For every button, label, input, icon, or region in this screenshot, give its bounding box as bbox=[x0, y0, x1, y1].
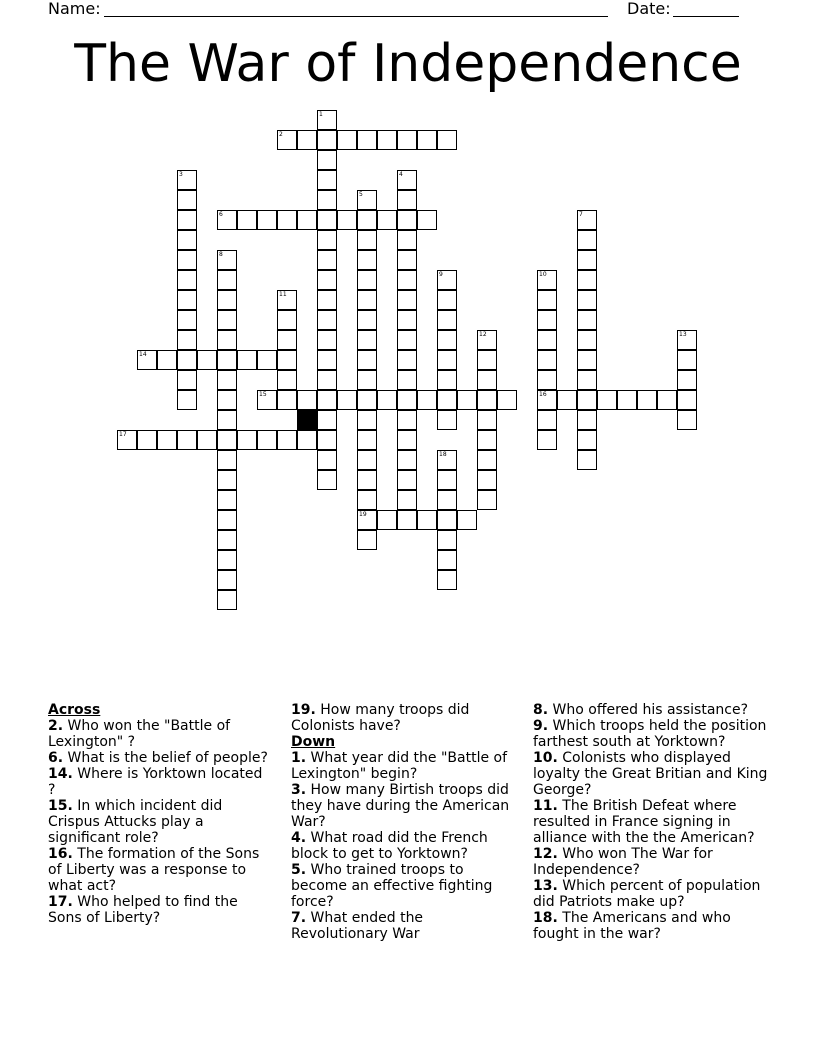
grid-cell[interactable] bbox=[677, 390, 697, 410]
clue-across-17: 17. Who helped to find the Sons of Liberty? bbox=[48, 894, 238, 926]
grid-cell[interactable] bbox=[437, 530, 457, 550]
clue-across-6: 6. What is the belief of people? bbox=[48, 750, 268, 766]
grid-cell[interactable] bbox=[317, 450, 337, 470]
grid-cell[interactable] bbox=[477, 410, 497, 430]
clue-down-13: 13. Which percent of population did Patriots make up? bbox=[533, 878, 761, 910]
grid-cell[interactable] bbox=[397, 250, 417, 270]
grid-cell[interactable] bbox=[397, 130, 417, 150]
grid-cell[interactable] bbox=[597, 390, 617, 410]
clue-across-2: 2. Who won the "Battle of Lexington" ? bbox=[48, 718, 231, 750]
grid-cell[interactable] bbox=[377, 130, 397, 150]
clue-down-7: 7. What ended the Revolutionary War bbox=[291, 910, 424, 942]
grid-cell[interactable] bbox=[357, 270, 377, 290]
clue-across-16: 16. The formation of the Sons of Liberty was a response to what act? bbox=[48, 846, 260, 894]
grid-cell[interactable] bbox=[257, 430, 277, 450]
down-heading: Down bbox=[291, 734, 336, 750]
clue-down-1: 1. What year did the "Battle of Lexington" begin? bbox=[291, 750, 508, 782]
grid-cell[interactable] bbox=[177, 190, 197, 210]
grid-cell[interactable] bbox=[397, 210, 417, 230]
cell-number: 14 bbox=[139, 351, 147, 358]
grid-cell[interactable] bbox=[217, 590, 237, 610]
clue-down-4: 4. What road did the French block to get to Yorktown? bbox=[291, 830, 488, 862]
grid-cell[interactable] bbox=[537, 370, 557, 390]
grid-cell[interactable] bbox=[557, 390, 577, 410]
grid-cell[interactable] bbox=[177, 330, 197, 350]
grid-cell[interactable] bbox=[397, 370, 417, 390]
grid-cell[interactable] bbox=[217, 410, 237, 430]
grid-cell[interactable] bbox=[477, 370, 497, 390]
grid-cell[interactable] bbox=[217, 350, 237, 370]
cell-number: 9 bbox=[439, 271, 443, 278]
grid-cell[interactable] bbox=[357, 290, 377, 310]
clue-down-8: 8. Who offered his assistance? bbox=[533, 702, 749, 718]
grid-cell[interactable] bbox=[397, 510, 417, 530]
grid-cell[interactable] bbox=[497, 390, 517, 410]
cell-number: 8 bbox=[219, 251, 223, 258]
grid-cell[interactable] bbox=[157, 430, 177, 450]
clue-down-9: 9. Which troops held the position farthest south at Yorktown? bbox=[533, 718, 767, 750]
grid-cell[interactable] bbox=[177, 350, 197, 370]
cell-number: 5 bbox=[359, 191, 363, 198]
grid-cell[interactable] bbox=[317, 190, 337, 210]
grid-cell[interactable] bbox=[217, 290, 237, 310]
grid-cell[interactable] bbox=[577, 430, 597, 450]
clue-across-14: 14. Where is Yorktown located ? bbox=[48, 766, 263, 798]
grid-cell[interactable] bbox=[357, 450, 377, 470]
grid-cell[interactable] bbox=[397, 310, 417, 330]
grid-cell[interactable] bbox=[357, 370, 377, 390]
grid-cell[interactable] bbox=[397, 390, 417, 410]
grid-cell[interactable] bbox=[397, 330, 417, 350]
grid-cell[interactable] bbox=[337, 390, 357, 410]
grid-cell[interactable] bbox=[417, 210, 437, 230]
grid-cell[interactable] bbox=[157, 350, 177, 370]
grid-cell[interactable] bbox=[477, 350, 497, 370]
clue-across-15: 15. In which incident did Crispus Attucks play a significant role? bbox=[48, 798, 223, 846]
grid-cell[interactable] bbox=[217, 470, 237, 490]
grid-cell[interactable] bbox=[177, 210, 197, 230]
grid-cell[interactable] bbox=[677, 350, 697, 370]
grid-cell[interactable] bbox=[477, 390, 497, 410]
grid-cell[interactable] bbox=[397, 290, 417, 310]
cell-number: 17 bbox=[119, 431, 127, 438]
grid-cell[interactable] bbox=[217, 330, 237, 350]
grid-cell[interactable] bbox=[577, 230, 597, 250]
grid-cell[interactable] bbox=[137, 430, 157, 450]
grid-cell[interactable] bbox=[677, 370, 697, 390]
grid-cell[interactable] bbox=[477, 470, 497, 490]
name-label: Name: bbox=[48, 0, 101, 18]
grid-cell[interactable] bbox=[317, 390, 337, 410]
grid-cell[interactable] bbox=[277, 370, 297, 390]
grid-cell[interactable] bbox=[197, 430, 217, 450]
grid-cell[interactable] bbox=[317, 470, 337, 490]
grid-cell[interactable] bbox=[317, 270, 337, 290]
grid-cell[interactable] bbox=[357, 350, 377, 370]
clue-down-10: 10. Colonists who displayed loyalty the Great Britian and King George? bbox=[533, 750, 768, 798]
grid-cell[interactable] bbox=[277, 310, 297, 330]
grid-cell[interactable] bbox=[417, 390, 437, 410]
clues-column-3 bbox=[533, 702, 773, 942]
grid-cell[interactable] bbox=[237, 210, 257, 230]
grid-cell[interactable] bbox=[217, 450, 237, 470]
clue-down-11: 11. The British Defeat where resulted in France signing in alliance with the the American? bbox=[533, 798, 755, 846]
cell-number: 11 bbox=[279, 291, 287, 298]
grid-cell[interactable] bbox=[537, 350, 557, 370]
grid-cell[interactable] bbox=[357, 250, 377, 270]
grid-cell[interactable] bbox=[317, 310, 337, 330]
cell-number: 4 bbox=[399, 171, 403, 178]
grid-cell[interactable] bbox=[537, 290, 557, 310]
grid-cell[interactable] bbox=[477, 450, 497, 470]
grid-cell[interactable] bbox=[657, 390, 677, 410]
grid-cell[interactable] bbox=[257, 350, 277, 370]
grid-cell[interactable] bbox=[437, 130, 457, 150]
grid-cell[interactable] bbox=[217, 490, 237, 510]
grid-cell[interactable] bbox=[297, 210, 317, 230]
grid-cell[interactable] bbox=[357, 470, 377, 490]
grid-cell[interactable] bbox=[357, 230, 377, 250]
grid-cell[interactable] bbox=[577, 370, 597, 390]
grid-cell[interactable] bbox=[277, 350, 297, 370]
grid-cell[interactable] bbox=[197, 350, 217, 370]
grid-cell[interactable] bbox=[317, 350, 337, 370]
grid-cell[interactable] bbox=[677, 410, 697, 430]
grid-cell[interactable] bbox=[617, 390, 637, 410]
grid-cell[interactable] bbox=[397, 230, 417, 250]
grid-cell[interactable] bbox=[297, 130, 317, 150]
grid-cell[interactable] bbox=[357, 130, 377, 150]
cell-number: 2 bbox=[279, 131, 283, 138]
grid-cell[interactable] bbox=[537, 330, 557, 350]
grid-cell[interactable] bbox=[217, 390, 237, 410]
grid-cell[interactable] bbox=[297, 390, 317, 410]
grid-cell[interactable] bbox=[317, 250, 337, 270]
grid-cell[interactable] bbox=[217, 310, 237, 330]
grid-cell[interactable] bbox=[217, 270, 237, 290]
grid-cell[interactable] bbox=[537, 310, 557, 330]
grid-block bbox=[297, 410, 317, 430]
grid-cell[interactable] bbox=[217, 510, 237, 530]
grid-cell[interactable] bbox=[437, 350, 457, 370]
grid-cell[interactable] bbox=[317, 170, 337, 190]
grid-cell[interactable] bbox=[317, 130, 337, 150]
grid-cell[interactable] bbox=[437, 290, 457, 310]
grid-cell[interactable] bbox=[177, 370, 197, 390]
grid-cell[interactable] bbox=[577, 310, 597, 330]
grid-cell[interactable] bbox=[317, 330, 337, 350]
cell-number: 19 bbox=[359, 511, 367, 518]
grid-cell[interactable] bbox=[337, 210, 357, 230]
grid-cell[interactable] bbox=[337, 130, 357, 150]
grid-cell[interactable] bbox=[277, 390, 297, 410]
grid-cell[interactable] bbox=[477, 430, 497, 450]
grid-cell[interactable] bbox=[437, 570, 457, 590]
grid-cell[interactable] bbox=[377, 390, 397, 410]
grid-cell[interactable] bbox=[437, 490, 457, 510]
across-heading: Across bbox=[48, 702, 101, 718]
page-title: The War of Independence bbox=[74, 34, 742, 94]
grid-cell[interactable] bbox=[357, 410, 377, 430]
grid-cell[interactable] bbox=[437, 390, 457, 410]
grid-cell[interactable] bbox=[577, 330, 597, 350]
cell-number: 15 bbox=[259, 391, 267, 398]
grid-cell[interactable] bbox=[637, 390, 657, 410]
grid-cell[interactable] bbox=[317, 210, 337, 230]
grid-cell[interactable] bbox=[177, 230, 197, 250]
grid-cell[interactable] bbox=[237, 350, 257, 370]
grid-cell[interactable] bbox=[417, 510, 437, 530]
grid-cell[interactable] bbox=[437, 410, 457, 430]
date-label: Date: bbox=[627, 0, 671, 18]
clue-down-5: 5. Who trained troops to become an effective fighting force? bbox=[291, 862, 493, 910]
cell-number: 6 bbox=[219, 211, 223, 218]
grid-cell[interactable] bbox=[577, 290, 597, 310]
grid-cell[interactable] bbox=[397, 430, 417, 450]
grid-cell[interactable] bbox=[397, 270, 417, 290]
grid-cell[interactable] bbox=[277, 430, 297, 450]
grid-cell[interactable] bbox=[217, 530, 237, 550]
clues-column-2 bbox=[291, 702, 513, 942]
grid-cell[interactable] bbox=[277, 330, 297, 350]
grid-cell[interactable] bbox=[297, 430, 317, 450]
grid-cell[interactable] bbox=[397, 450, 417, 470]
grid-cell[interactable] bbox=[317, 430, 337, 450]
cell-number: 1 bbox=[319, 111, 323, 118]
grid-cell[interactable] bbox=[177, 310, 197, 330]
grid-cell[interactable] bbox=[397, 410, 417, 430]
cell-number: 3 bbox=[179, 171, 183, 178]
grid-cell[interactable] bbox=[577, 270, 597, 290]
grid-cell[interactable] bbox=[177, 270, 197, 290]
grid-cell[interactable] bbox=[477, 490, 497, 510]
grid-cell[interactable] bbox=[577, 450, 597, 470]
cell-number: 10 bbox=[539, 271, 547, 278]
cell-number: 7 bbox=[579, 211, 583, 218]
grid-cell[interactable] bbox=[437, 550, 457, 570]
grid-cell[interactable] bbox=[377, 510, 397, 530]
grid-cell[interactable] bbox=[277, 210, 297, 230]
grid-cell[interactable] bbox=[577, 390, 597, 410]
grid-cell[interactable] bbox=[377, 210, 397, 230]
clue-across-19: 19. How many troops did Colonists have? bbox=[291, 702, 470, 734]
grid-cell[interactable] bbox=[217, 550, 237, 570]
grid-cell[interactable] bbox=[437, 510, 457, 530]
grid-cell[interactable] bbox=[457, 390, 477, 410]
grid-cell[interactable] bbox=[397, 470, 417, 490]
grid-cell[interactable] bbox=[317, 230, 337, 250]
grid-cell[interactable] bbox=[357, 530, 377, 550]
cell-number: 12 bbox=[479, 331, 487, 338]
grid-cell[interactable] bbox=[437, 330, 457, 350]
clues-column-1 bbox=[48, 702, 270, 926]
cell-number: 16 bbox=[539, 391, 547, 398]
grid-cell[interactable] bbox=[237, 430, 257, 450]
grid-cell[interactable] bbox=[217, 430, 237, 450]
grid-cell[interactable] bbox=[577, 350, 597, 370]
grid-cell[interactable] bbox=[317, 410, 337, 430]
grid-cell[interactable] bbox=[217, 370, 237, 390]
grid-cell[interactable] bbox=[357, 330, 377, 350]
grid-cell[interactable] bbox=[217, 570, 237, 590]
grid-cell[interactable] bbox=[177, 250, 197, 270]
grid-cell[interactable] bbox=[417, 130, 437, 150]
grid-cell[interactable] bbox=[457, 510, 477, 530]
grid-cell[interactable] bbox=[397, 190, 417, 210]
clue-down-3: 3. How many Birtish troops did they have during the American War? bbox=[291, 782, 510, 830]
grid-cell[interactable] bbox=[577, 410, 597, 430]
grid-cell[interactable] bbox=[357, 430, 377, 450]
grid-cell[interactable] bbox=[537, 410, 557, 430]
grid-cell[interactable] bbox=[357, 490, 377, 510]
grid-cell[interactable] bbox=[257, 210, 277, 230]
grid-cell[interactable] bbox=[437, 470, 457, 490]
grid-cell[interactable] bbox=[317, 370, 337, 390]
grid-cell[interactable] bbox=[577, 250, 597, 270]
clue-down-18: 18. The Americans and who fought in the war? bbox=[533, 910, 731, 942]
clue-down-12: 12. Who won The War for Independence? bbox=[533, 846, 713, 878]
cell-number: 18 bbox=[439, 451, 447, 458]
grid-cell[interactable] bbox=[357, 310, 377, 330]
grid-cell[interactable] bbox=[177, 390, 197, 410]
grid-cell[interactable] bbox=[357, 210, 377, 230]
grid-cell[interactable] bbox=[397, 490, 417, 510]
cell-number: 13 bbox=[679, 331, 687, 338]
grid-cell[interactable] bbox=[177, 290, 197, 310]
grid-cell[interactable] bbox=[317, 290, 337, 310]
grid-cell[interactable] bbox=[177, 430, 197, 450]
grid-cell[interactable] bbox=[437, 310, 457, 330]
grid-cell[interactable] bbox=[317, 150, 337, 170]
grid-cell[interactable] bbox=[397, 350, 417, 370]
grid-cell[interactable] bbox=[437, 370, 457, 390]
grid-cell[interactable] bbox=[357, 390, 377, 410]
grid-cell[interactable] bbox=[537, 430, 557, 450]
